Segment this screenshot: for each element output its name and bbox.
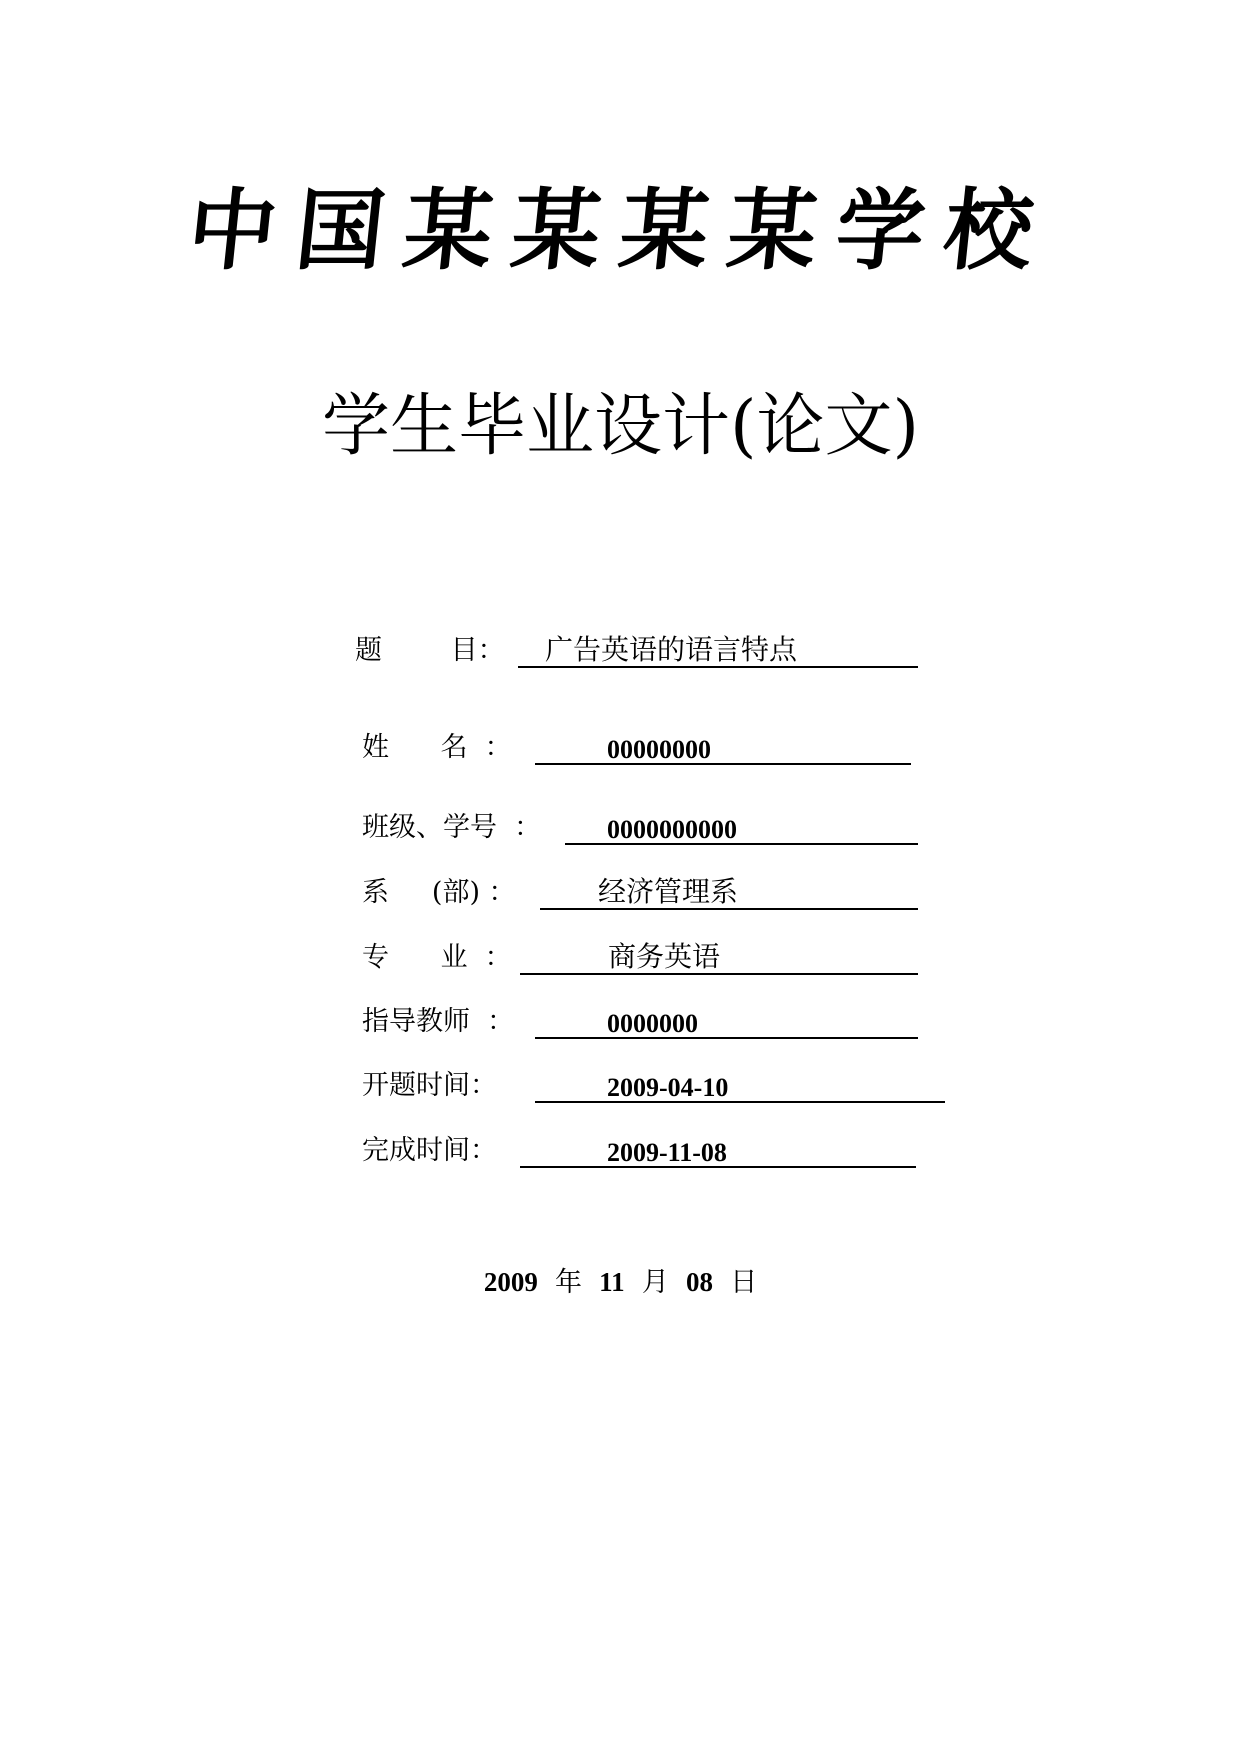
date-year: 2009 (483, 1267, 538, 1297)
field-value-start-time: 2009-04-10 (607, 1073, 729, 1102)
field-value-department: 经济管理系 (598, 875, 739, 908)
field-label-name: 姓 名 ： (362, 732, 512, 763)
field-row-name (0, 727, 1241, 769)
field-label-finish-time: 完成时间： (362, 1135, 497, 1166)
date-day: 08 (686, 1267, 714, 1297)
field-row-start-time (0, 1065, 1241, 1107)
field-row-advisor (0, 1001, 1241, 1043)
field-value-name: 00000000 (607, 735, 711, 764)
field-value-major: 商务英语 (608, 940, 721, 973)
date-month: 11 (599, 1267, 625, 1297)
field-value-topic: 广告英语的语言特点 (545, 633, 798, 666)
date-year-unit: 年 (554, 1267, 582, 1298)
date-day-unit: 日 (730, 1267, 758, 1298)
field-value-finish-time: 2009-11-08 (607, 1138, 727, 1167)
school-name: 中国某某某某学校 (183, 178, 1058, 282)
document-title: 学生毕业设计(论文) (321, 387, 920, 466)
field-row-class-id (0, 807, 1241, 849)
field-row-department (0, 872, 1241, 914)
field-row-finish-time (0, 1130, 1241, 1172)
field-label-major: 专 业 ： (362, 942, 512, 973)
field-label-topic: 题 目： (355, 635, 505, 666)
field-underline-name (535, 763, 911, 765)
date-month-unit: 月 (641, 1267, 669, 1298)
cover-date (0, 1262, 1241, 1303)
field-underline-start-time (535, 1101, 945, 1103)
field-label-department: 系 (部) ： (362, 877, 516, 908)
field-underline-advisor (535, 1037, 918, 1039)
field-label-class-id: 班级、学号 ： (362, 812, 542, 843)
field-row-topic (0, 630, 1241, 672)
field-row-major (0, 937, 1241, 979)
field-label-start-time: 开题时间： (362, 1070, 497, 1101)
field-value-class-id: 0000000000 (607, 815, 737, 844)
field-value-advisor: 0000000 (607, 1009, 698, 1038)
field-label-advisor: 指导教师 ： (362, 1006, 515, 1037)
